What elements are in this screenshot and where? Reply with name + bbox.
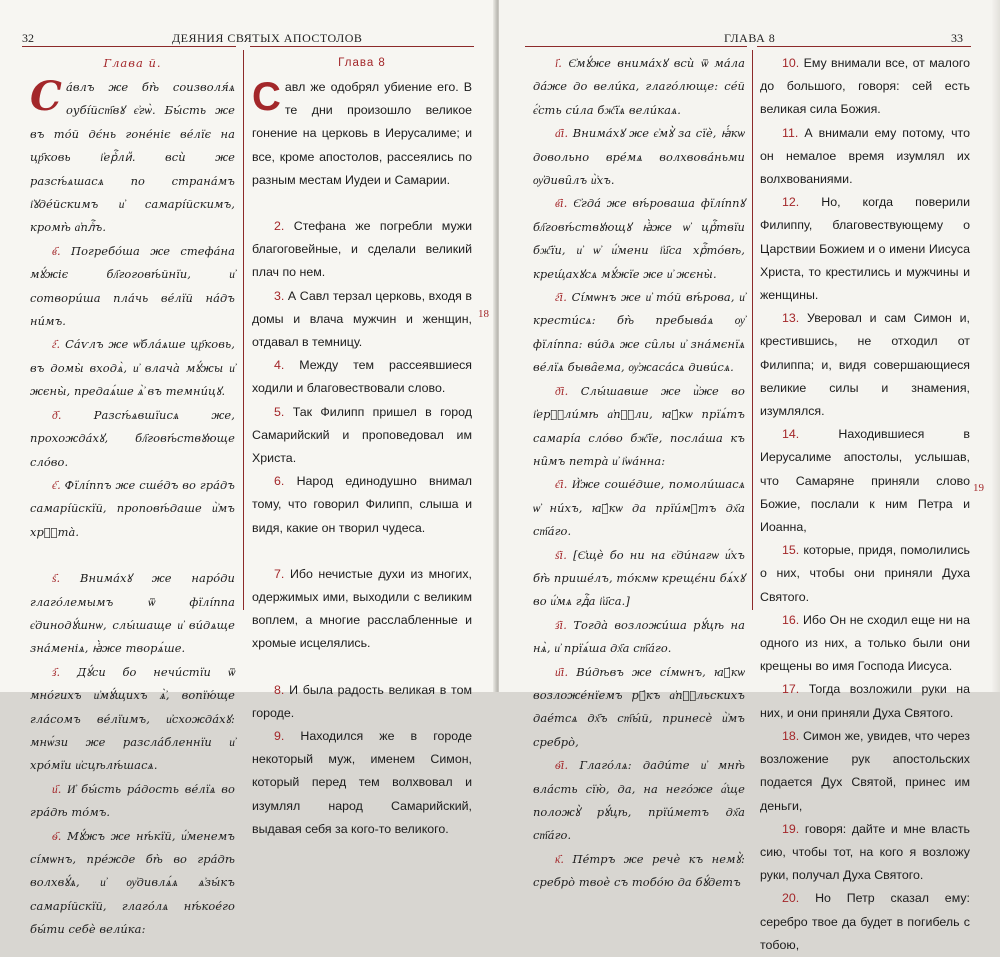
left-cs-verse — [30, 240, 235, 334]
right-cs-verse-number: и҃і. — [555, 664, 569, 679]
right-cs-verse — [533, 848, 745, 895]
right-cs-verse-text: Є҆мꙋ́же внима́хꙋ всѝ ѿ ма́ла да́же до вели́ка, глаго́люще: се́й є҆́сть си́ла бж҃їѧ вели́каѧ. — [533, 56, 745, 117]
right-cs-verse — [533, 614, 745, 661]
right-ru-verse-number: 18. — [782, 728, 800, 743]
right-cs-verse-number: г҃і. — [555, 290, 568, 305]
left-ru-verse-number: 4. — [274, 358, 285, 373]
right-ru-verse — [760, 818, 970, 888]
right-cs-verse — [533, 544, 745, 614]
right-cs-verse — [533, 286, 745, 380]
left-ru-verse — [252, 563, 472, 656]
page-edge — [992, 0, 1000, 692]
left-cs-verse-text: Погребо́ша же стефа́на мꙋ́жіє бл҃гоговѣ́йнїи, и҆ сотвори́ша пла́чь ве́лїй на́дъ ни́мъ. — [30, 243, 235, 329]
right-rule-ru — [757, 46, 971, 47]
right-ru-verse-text: Ибо Он не сходил еще ни на одного из них, а только были они крещены во имя Господа Иисуса. — [760, 612, 970, 674]
right-cs-verse — [533, 52, 745, 122]
left-cs-column — [30, 52, 235, 942]
left-cs-verse-number: и҃. — [52, 781, 62, 796]
right-cs-verse-number: з҃і. — [555, 617, 568, 632]
right-cs-verse-text: Тогда̀ возложи́ша рꙋ́цѣ на нѧ̀, и҆ прїѧ́ша дх҃а ст҃а́го. — [533, 617, 745, 656]
left-ru-verse-number: 5. — [274, 404, 285, 419]
left-ru-verse-text: Стефана же погребли мужи благоговейные, и сделали великий плач по нем. — [252, 219, 472, 280]
left-ru-verse — [252, 725, 472, 841]
right-margin-number: 19 — [973, 482, 984, 494]
right-cs-verse — [533, 192, 745, 286]
right-ru-verse-text: которые, придя, помолились о них, чтобы они приняли Духа Святого. — [760, 543, 970, 604]
right-cs-verse-text: Внима́хꙋ же є҆мꙋ̀ за сїѐ, ꙗ҆́кѡ довольно вре́мѧ волхвова́ньми ѹ҆диви̑лъ и҆̀хъ. — [533, 126, 745, 188]
right-rule-cs — [525, 46, 747, 47]
right-ru-verse — [760, 191, 970, 307]
left-cs-verse — [30, 404, 235, 474]
right-cs-verse — [533, 380, 745, 474]
left-cs-verse — [30, 474, 235, 544]
left-ru-verse-number: 2. — [274, 219, 285, 234]
right-ru-verse — [760, 678, 970, 724]
right-ru-verse-text: Тогда возложили руки на них, и они приняли Духа Святого. — [760, 682, 970, 720]
left-ru-verse — [252, 401, 472, 471]
left-ru-verse-number: 8. — [274, 682, 285, 697]
left-running-head: ДЕЯНИЯ СВЯТЫХ АПОСТОЛОВ — [172, 31, 363, 45]
left-cs-verse — [30, 661, 235, 778]
left-ru-verse — [252, 470, 472, 540]
right-cs-verse-number: і҃. — [555, 56, 562, 70]
right-ru-verse-number: 11. — [782, 125, 799, 140]
right-ru-verse-number: 13. — [782, 311, 800, 326]
right-ru-verse-text: Симон же, увидев, что через возложение рук апостольских подается Дух Святой, принес им деньги, — [760, 728, 970, 813]
right-cs-verse-text: Ви́дѣвъ же сі́мѡнъ, ꙗ҆́кѡ возложе́нїемъ рꙋ́къ а҆пⷭ҇льскихъ дае́тсѧ дх҃ъ ст҃ы́й, принесѐ и҆̀мъ сребро̀, — [533, 664, 745, 749]
right-cs-verse-text: [Є҆щѐ бо ни на є҆ди́нагѡ и҆́хъ бѣ̀ прише́лъ, то́кмѡ крещє́ни бѧ́хꙋ во и҆́мѧ гдⷭ҇а і҆и҃са.] — [533, 547, 745, 609]
right-cs-verse-text: Пе́тръ же речѐ къ немꙋ̀: сребро̀ твоѐ съ тобо́ю да бꙋ́детъ — [533, 851, 745, 890]
right-ru-verse — [760, 539, 970, 609]
left-page-number: 32 — [22, 31, 34, 45]
right-cs-verse-text: Глаго́лѧ: дади́те и҆ мнѣ̀ вла́сть сїю̀, да, на него́же а҆́ще положꙋ̀ рꙋ́цѣ, прїи́метъ дх҃а ст҃а́го. — [533, 758, 745, 843]
right-cs-verse-number: ѕ҃і. — [555, 547, 567, 562]
left-margin-number: 18 — [478, 308, 489, 320]
left-rule-ru — [250, 46, 474, 47]
left-cs-verse-text: Внима́хꙋ же наро́ди глаго́лемымъ ѿ фїлі́ппа є҆динодꙋ́шнѡ, слы́шаще и҆ ви́дѧще зна́меніѧ, ꙗ҆̀же творѧ́ше. — [30, 571, 235, 656]
left-ru-verse — [252, 76, 472, 192]
right-ru-verse — [760, 725, 970, 818]
left-cs-verse-text: Фїлі́ппъ же сше́дъ во гра́дъ самарі́йскїй, проповѣ́даше и҆̀мъ хрⷭ҇та̀. — [30, 477, 235, 539]
right-ru-verse-text: Ему внимали все, от малого до большого, говоря: сей есть великая сила Божия. — [760, 56, 970, 117]
left-cs-verse-text: И҆ бы́сть ра́дость ве́лїѧ во гра́дѣ то́мъ. — [30, 781, 235, 820]
left-ru-verse-text: Народ единодушно внимал тому, что говорил Филипп, слыша и видя, какие он творил чудеса. — [252, 474, 472, 535]
left-rule-cs — [22, 46, 236, 47]
right-ru-verse — [760, 609, 970, 679]
left-ru-verse-text: А Савл терзал церковь, входя в домы и влача мужчин и женщин, отдавал в темницу. — [252, 288, 472, 350]
right-ru-verse — [760, 423, 970, 539]
right-cs-verse-text: Є҆гда́ же вѣ́роваша фїлі́ппꙋ бл҃говѣ́ствꙋющꙋ ꙗ҆̀же ѡ҆ црⷭ҇твїи бж҃їи, и҆ ѡ҆ и҆́мени і҆и҃са хрⷭ҇то́вѣ, крещ́ахꙋсѧ мꙋ́жїе же и҆ жєны̀. — [533, 196, 745, 281]
left-ru-verse-text: Так Филипп пришел в город Самарийский и проповедовал им Христа. — [252, 404, 472, 466]
left-cs-verse-text: Мꙋ́жъ же нѣ́кїй, и҆́менемъ сі́мѡнъ, пре́жде бѣ̀ во гра́дѣ волхвꙋ́ѧ, и҆ ѹ҆дивлѧ́ѧ ѧ҆зы́къ самарі́йскїй, глаго́лѧ нѣ́кое́го бы́ти себѐ вели́ка: — [30, 828, 235, 937]
left-ru-verse-number: 6. — [274, 474, 285, 489]
left-cs-verse-text: а́влъ же бѣ̀ соизволя́ѧ оубі́йст҃вꙋ є҆гѡ̀. Бы́сть же въ то́й дє́нь гоне́ніє ве́лїє на цр҃ковь і҆ерⷭ҇лиⷨ. всѝ же разсѣ́ѧшасѧ по страна́мъ і҆ꙋде́йскимъ и҆ самарі́йскимъ, кромѣ̀ а҆плⷭ҇ъ. — [30, 80, 235, 235]
left-cs-verse-number: ѳ҃. — [52, 828, 62, 843]
right-ru-verse-number: 15. — [782, 543, 800, 558]
left-cs-verse-number: є҃. — [52, 477, 61, 492]
left-ru-drop-cap: С — [252, 75, 281, 119]
right-ru-verse-number: 19. — [782, 821, 800, 836]
left-cs-verse-text: Дꙋ́си бо нечи́стїи ѿ мно́гихъ и҆мꙋ́щихъ ѧ҆̀, вопїю́ще гла́сомъ ве́лїимъ, и҆схожда́хꙋ: мнѡ́зи же разсла́бленнїи и҆ хро́мїи и҆сцѣлѣ́шасѧ. — [30, 664, 235, 773]
right-ru-verse — [760, 887, 970, 957]
right-ru-column — [760, 52, 970, 957]
right-ru-verse-text: Но, когда поверили Филиппу, благовествующему о Царствии Божием и о имени Иисуса Христа, то крестились и мужчины и женщины. — [760, 195, 970, 303]
right-ru-verse-number: 17. — [782, 682, 800, 697]
left-cs-verse-number: д҃. — [52, 407, 62, 422]
left-ru-verse-number: 9. — [274, 729, 285, 744]
right-cs-verse-text: И҆̀же соше́дше, помоли́шасѧ ѡ҆ ни́хъ, ꙗ҆́кѡ да прїи́мꙋтъ дх҃а ст҃а́го. — [533, 477, 745, 539]
right-cs-verse — [533, 122, 745, 192]
left-ru-verse-number: 3. — [274, 288, 285, 303]
right-cs-verse-number: а҃і. — [555, 126, 569, 141]
right-ru-verse-number: 14. — [782, 427, 800, 442]
left-ru-verse — [252, 679, 472, 725]
left-ru-verse-text: Находился же в городе некоторый муж, именем Симон, который перед тем волхвовал и изумлял народ Самарийский, выдавая себя за кого-то великого. — [252, 729, 472, 836]
left-page — [0, 0, 497, 937]
right-page — [499, 0, 1000, 952]
right-ru-verse — [760, 307, 970, 423]
left-cs-drop-cap: С — [30, 73, 62, 120]
left-column-divider — [243, 50, 244, 610]
left-ru-verse — [252, 285, 472, 355]
right-ru-verse-number: 10. — [782, 56, 800, 70]
right-ru-verse — [760, 122, 970, 192]
right-ru-verse-number: 20. — [782, 891, 800, 906]
left-ru-verse-number: 7. — [274, 566, 285, 581]
right-cs-verse — [533, 754, 745, 848]
left-ru-verse-text: И была радость великая в том городе. — [252, 682, 472, 720]
left-cs-verse — [30, 567, 235, 661]
right-cs-column — [533, 52, 745, 895]
right-ru-verse — [760, 52, 970, 122]
left-cs-chapter-heading: Глава й. — [103, 56, 162, 70]
left-cs-verse — [30, 778, 235, 825]
right-cs-verse-number: к҃. — [555, 851, 565, 866]
left-cs-verse — [30, 825, 235, 942]
left-cs-verse-text: Разсѣ́ѧвшїисѧ же, прохожда́хꙋ, бл҃говѣ́ствꙋюще сло́во. — [30, 407, 235, 469]
left-cs-verse — [30, 333, 235, 403]
left-cs-verse-text: Са́ѵлъ же ѡ҆бла́ѧше цр҃ковь, въ домы̀ входѧ̀, и҆ влача̀ мꙋ́жы и҆ жєны̀, предаѧ́ше ѧ҆̀ въ темни́цꙋ. — [30, 337, 235, 399]
left-cs-verse-number: ѕ҃. — [52, 571, 61, 586]
right-ru-verse-text: говоря: дайте и мне власть сию, чтобы тот, на кого я возложу руки, получал Духа Святого. — [760, 821, 970, 883]
right-ru-verse-number: 16. — [782, 612, 800, 627]
right-cs-verse — [533, 661, 745, 755]
right-cs-verse-number: в҃і. — [555, 196, 568, 211]
right-cs-verse-number: ѳ҃і. — [555, 758, 569, 773]
left-ru-chapter-heading: Глава 8 — [338, 57, 386, 69]
right-ru-verse-text: А внимали ему потому, что он немалое время изумлял их волхвованиями. — [760, 125, 970, 187]
left-ru-verse — [252, 354, 472, 400]
left-ru-verse-text: Ибо нечистые духи из многих, одержимых ими, выходили с великим воплем, а многие расслабленные и хромые исцелялись. — [252, 566, 472, 651]
left-ru-verse — [252, 215, 472, 285]
right-cs-verse-text: Сі́мѡнъ же и҆ то́й вѣ́рова, и҆ крести́сѧ: бѣ̀ пребыва́ѧ ѹ҆ фїлі́ппа: ви́дѧ же си̑лы и҆ зна́мєнїѧ ве́лїѧ быва̑ема, ѹ҆жаса́сѧ диви́сѧ. — [533, 290, 745, 375]
right-ru-verse-number: 12. — [782, 195, 800, 210]
left-cs-verse-number: в҃. — [52, 243, 61, 258]
right-ru-verse-text: Но Петр сказал ему: серебро твое да будет в погибель с тобою, — [760, 891, 970, 952]
right-running-head: ГЛАВА 8 — [724, 31, 776, 45]
left-cs-verse-number: з҃. — [52, 664, 61, 679]
right-cs-verse-text: Слы́шавше же и҆̀же во і҆ерⷭ҇ли́мѣ а҆пⷭ҇ли, ꙗ҆́кѡ прїѧ́тъ самарі́а сло́во бж҃їе, посла́ша къ ни̑мъ петра̀ и҆ і҆ѡа́нна: — [533, 383, 745, 468]
right-cs-verse-number: є҃і. — [555, 477, 568, 492]
right-column-divider — [752, 50, 753, 610]
left-cs-verse — [30, 73, 235, 240]
left-cs-verse-number: г҃. — [52, 337, 61, 352]
right-cs-verse — [533, 473, 745, 543]
left-ru-column — [252, 52, 472, 841]
left-ru-verse-text: Между тем рассеявшиеся ходили и благовествовали слово. — [252, 358, 472, 396]
right-ru-verse-text: Находившиеся в Иерусалиме апостолы, услышав, что Самаряне приняли слово Божие, послали к ним Петра и Иоанна, — [760, 427, 970, 535]
right-cs-verse-number: д҃і. — [555, 383, 569, 398]
right-page-number: 33 — [951, 31, 963, 45]
left-ru-verse-text: авл же одобрял убиение его. В те дни произошло великое гонение на церковь в Иерусалиме; и все, кроме апостолов, рассеялись по разным местам Иудеи и Самарии. — [252, 80, 472, 187]
right-ru-verse-text: Уверовал и сам Симон и, крестившись, не отходил от Филиппа; и, видя совершающиеся великие силы и знамения, изумлялся. — [760, 311, 970, 419]
